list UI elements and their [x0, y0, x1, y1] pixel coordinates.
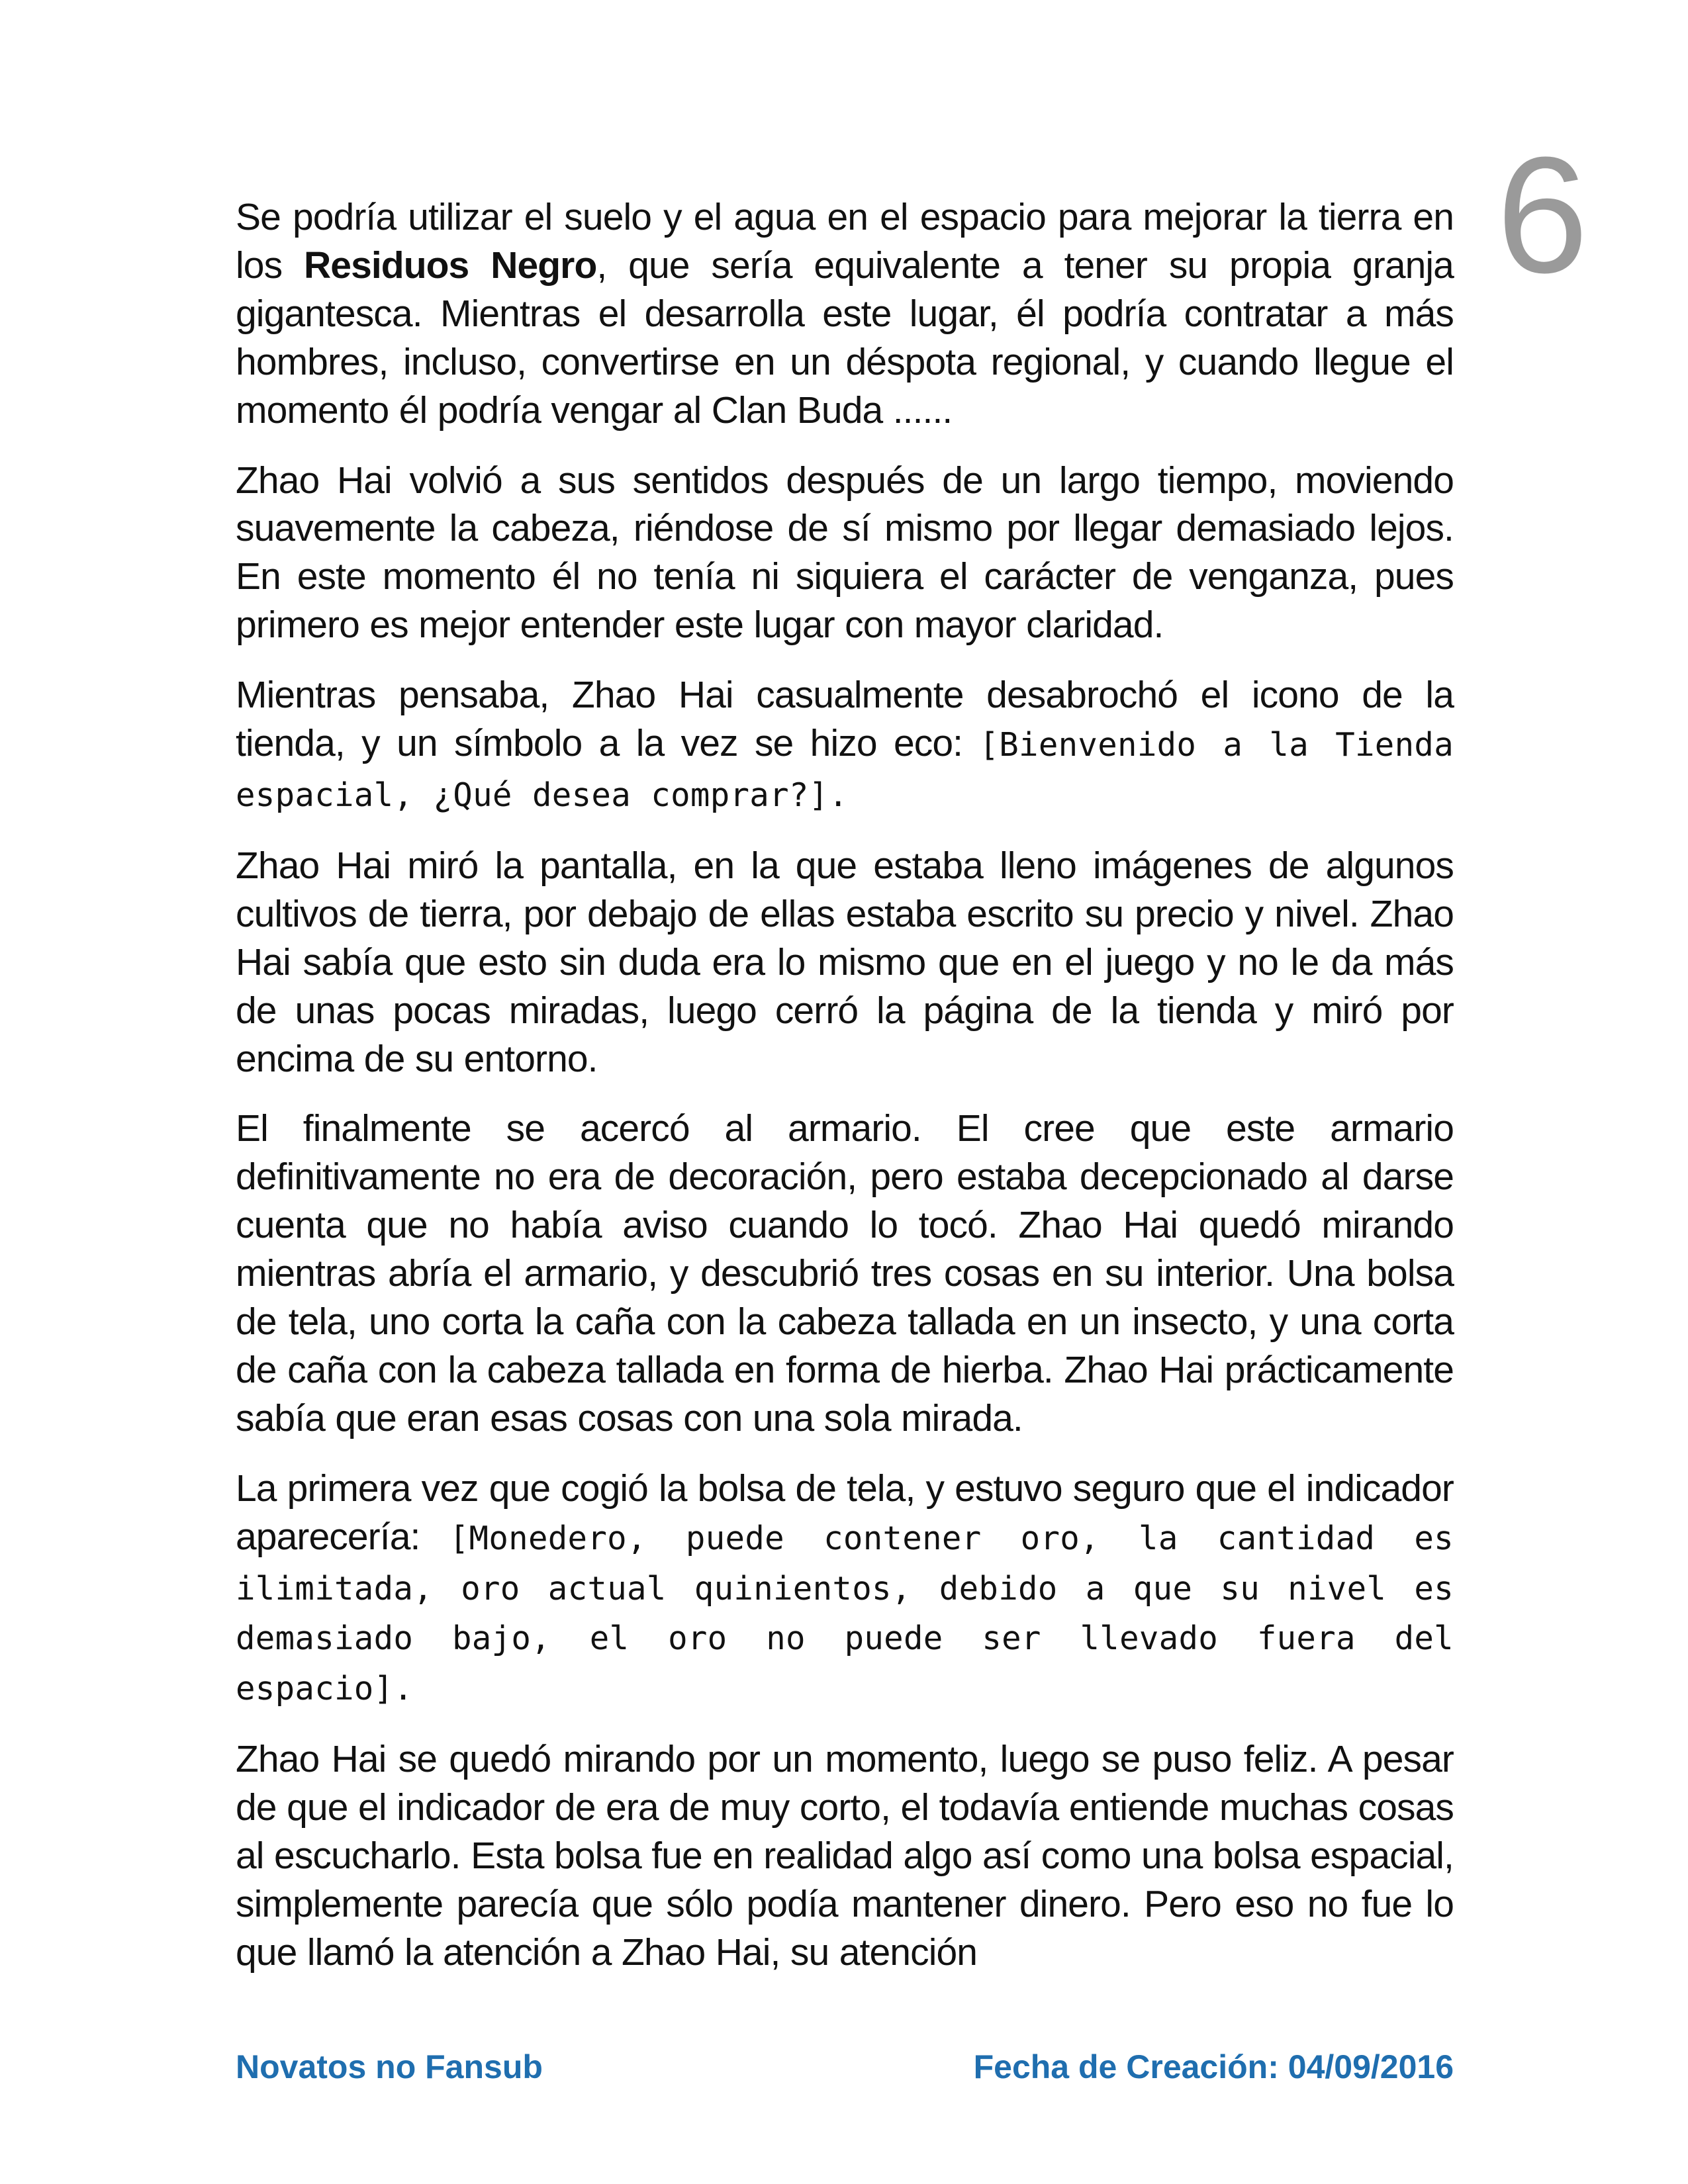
page-number: 6: [1496, 122, 1589, 307]
paragraph-2: Zhao Hai volvió a sus sentidos después de un largo tiempo, moviendo suavemente la cabeza, riéndose de sí mismo por llegar demasiado lejos. En este momento él no tenía ni siquiera el carácter de venganza, pues primero es mejor entender este lugar con mayor claridad.: [236, 459, 1454, 647]
system-message-shop: [Bienvenido a la Tienda espacial, ¿Qué desea comprar?].: [236, 726, 1454, 814]
paragraph-6: [236, 1465, 1454, 1714]
paragraph-1-text-start: Se podría utilizar el suelo y el agua en el espacio para mejorar la tierra en los: [236, 196, 1454, 287]
paragraph-3: [236, 671, 1454, 820]
paragraph-5: El finalmente se acercó al armario. El cree que este armario definitivamente no era de decoración, pero estaba decepcionado al darse cuenta que no había aviso cuando lo tocó. Zhao Hai quedó mirando mientras abría el armario, y descubrió tres cosas en su interior. Una bolsa de tela, uno corta la caña con la cabeza tallada en un insecto, y una corta de caña con la cabeza tallada en forma de hierba. Zhao Hai prácticamente sabía que eran esas cosas con una sola mirada.: [236, 1107, 1454, 1439]
page-footer: [236, 2048, 1454, 2094]
footer-group-name: Novatos no Fansub: [236, 2048, 543, 2085]
paragraph-1: [236, 193, 1454, 435]
paragraph-1-text-end: , que sería equivalente a tener su propia granja gigantesca. Mientras el desarrolla este lugar, él podría contratar a más hombres, incluso, convertirse en un déspota regional, y cuando llegue el momento él podría vengar al Clan Buda ......: [236, 244, 1454, 432]
paragraph-7: Zhao Hai se quedó mirando por un momento, luego se puso feliz. A pesar de que el indicador de era de muy corto, el todavía entiende muchas cosas al escucharlo. Esta bolsa fue en realidad algo así como una bolsa espacial, simplemente parecía que sólo podía mantener dinero. Pero eso no fue lo que llamó la atención a Zhao Hai, su atención: [236, 1738, 1454, 1974]
system-message-purse: [Monedero, puede contener oro, la cantidad es ilimitada, oro actual quinientos, debido a que su nivel es demasiado bajo, el oro no puede ser llevado fuera del espacio].: [236, 1519, 1454, 1708]
bold-term-residuos-negro: Residuos Negro: [304, 244, 597, 287]
footer-creation-date: Fecha de Creación: 04/09/2016: [973, 2048, 1454, 2085]
paragraph-4: Zhao Hai miró la pantalla, en la que estaba lleno imágenes de algunos cultivos de tierra, por debajo de ellas estaba escrito su precio y nivel. Zhao Hai sabía que esto sin duda era lo mismo que en el juego y no le da más de unas pocas miradas, luego cerró la página de la tienda y miró por encima de su entorno.: [236, 844, 1454, 1080]
document-body: [236, 193, 1454, 1999]
paragraph-3-text: Mientras pensaba, Zhao Hai casualmente desabrochó el icono de la tienda, y un símbolo a la vez se hizo eco:: [236, 674, 1454, 765]
paragraph-6-text: La primera vez que cogió la bolsa de tela, y estuvo seguro que el indicador aparecería:: [236, 1467, 1454, 1558]
